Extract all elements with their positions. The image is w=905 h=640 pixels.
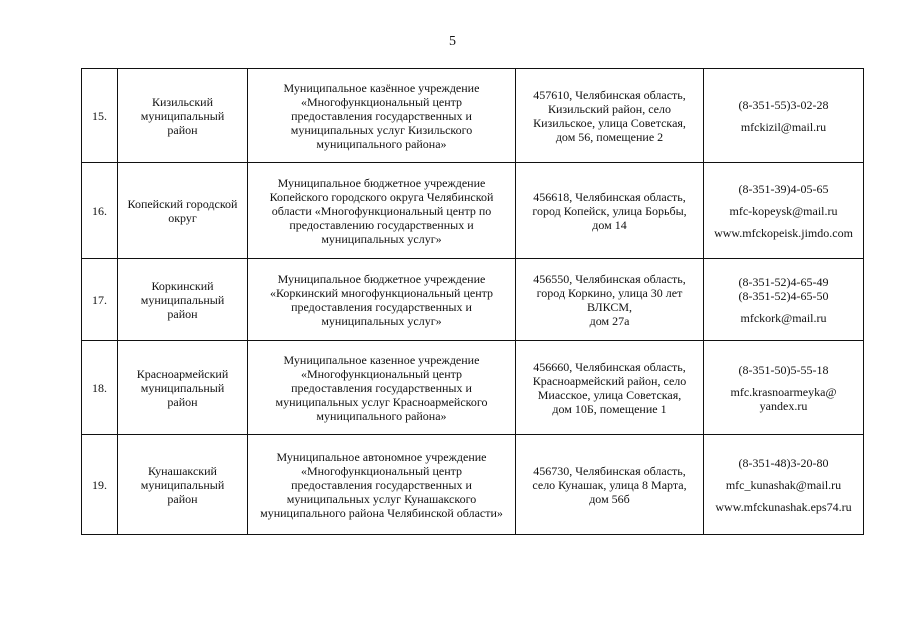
cell-line: www.mfckopeisk.jimdo.com: [714, 225, 853, 240]
district-name: [118, 341, 248, 435]
row-number: 16.: [82, 163, 118, 259]
cell-line: www.mfckunashak.eps74.ru: [715, 499, 852, 514]
cell-line: mfckizil@mail.ru: [740, 119, 827, 134]
cell-line: ВЛКСМ,: [586, 299, 633, 314]
cell-line: муниципальных услуг»: [321, 313, 442, 328]
cell-line: mfckork@mail.ru: [740, 310, 827, 325]
cell-line: муниципальный: [140, 380, 225, 395]
cell-line: (8-351-48)3-20-80: [738, 455, 829, 470]
cell-line: Муниципальное бюджетное учреждение: [277, 271, 486, 286]
mfc-table-body: [82, 69, 864, 535]
mfc-table: [81, 68, 864, 535]
address: [516, 163, 704, 259]
line-gap: [707, 218, 860, 226]
cell-line: муниципальных услуг»: [321, 231, 442, 246]
cell-line: дом 10Б, помещение 1: [552, 401, 667, 416]
cell-line: mfc-kopeysk@mail.ru: [729, 203, 838, 218]
cell-line: (8-351-50)5-55-18: [738, 362, 829, 377]
address: [516, 69, 704, 163]
cell-line: муниципального района»: [316, 136, 447, 151]
cell-line: 456660, Челябинская область,: [533, 359, 686, 374]
cell-line: муниципального района»: [316, 408, 447, 423]
cell-line: (8-351-55)3-02-28: [738, 97, 829, 112]
cell-line: Кунашакский: [148, 463, 217, 478]
page-number: 5: [449, 34, 456, 49]
district-name: [118, 259, 248, 341]
cell-line: предоставления государственных и: [291, 380, 472, 395]
table-row: [82, 259, 864, 341]
row-number: 15.: [82, 69, 118, 163]
row-number: 17.: [82, 259, 118, 341]
row-number: 18.: [82, 341, 118, 435]
organization-name: [248, 259, 516, 341]
line-gap: [707, 303, 860, 311]
cell-line: Кизильское, улица Советская,: [533, 115, 686, 130]
cell-line: округ: [168, 210, 197, 225]
cell-line: 456618, Челябинская область,: [533, 189, 686, 204]
cell-line: «Многофункциональный центр: [300, 463, 463, 478]
cell-line: Кизильский: [151, 94, 214, 109]
contacts: [704, 69, 864, 163]
table-row: [82, 69, 864, 163]
cell-line: предоставления государственных и: [291, 108, 472, 123]
contacts: [704, 259, 864, 341]
cell-line: район: [167, 491, 198, 506]
cell-line: муниципальный: [140, 292, 225, 307]
cell-line: Муниципальное казённое учреждение: [283, 80, 480, 95]
cell-line: дом 14: [592, 217, 627, 232]
row-number: 19.: [82, 435, 118, 535]
line-gap: [707, 196, 860, 204]
cell-line: район: [167, 306, 198, 321]
contacts: [704, 163, 864, 259]
cell-line: Муниципальное автономное учреждение: [276, 449, 487, 464]
table-row: [82, 341, 864, 435]
organization-name: [248, 69, 516, 163]
cell-line: Миасское, улица Советская,: [537, 387, 682, 402]
cell-line: предоставления государственных и: [291, 299, 472, 314]
line-gap: [707, 470, 860, 478]
line-gap: [707, 112, 860, 120]
organization-name: [248, 341, 516, 435]
line-gap: [707, 377, 860, 385]
contacts: [704, 341, 864, 435]
cell-line: (8-351-39)4-05-65: [738, 181, 829, 196]
cell-line: (8-351-52)4-65-50: [738, 288, 829, 303]
address: [516, 259, 704, 341]
cell-line: «Многофункциональный центр: [300, 94, 463, 109]
cell-line: муниципального района Челябинской области»: [260, 505, 503, 520]
district-name: [118, 435, 248, 535]
district-name: [118, 69, 248, 163]
cell-line: Коркинский: [151, 278, 214, 293]
cell-line: город Копейск, улица Борьбы,: [532, 203, 687, 218]
cell-line: Красноармейский: [136, 366, 229, 381]
cell-line: «Коркинский многофункциональный центр: [269, 285, 494, 300]
cell-line: Кизильский район, село: [547, 101, 671, 116]
cell-line: 457610, Челябинская область,: [533, 87, 686, 102]
cell-line: район: [167, 394, 198, 409]
cell-line: предоставления государственных и: [291, 477, 472, 492]
cell-line: муниципальный: [140, 477, 225, 492]
cell-line: муниципальных услуг Кунашакского: [286, 491, 477, 506]
cell-line: дом 56б: [589, 491, 630, 506]
line-gap: [707, 492, 860, 500]
cell-line: Копейский городской: [127, 196, 238, 211]
cell-line: 456550, Челябинская область,: [533, 271, 686, 286]
cell-line: (8-351-52)4-65-49: [738, 274, 829, 289]
organization-name: [248, 435, 516, 535]
district-name: [118, 163, 248, 259]
cell-line: 456730, Челябинская область,: [533, 463, 686, 478]
cell-line: «Многофункциональный центр: [300, 366, 463, 381]
address: [516, 435, 704, 535]
cell-line: дом 56, помещение 2: [555, 129, 664, 144]
cell-line: предоставлению государственных и: [289, 217, 474, 232]
cell-line: mfc_kunashak@mail.ru: [725, 477, 842, 492]
cell-line: муниципальных услуг Кизильского: [290, 122, 473, 137]
cell-line: Муниципальное казенное учреждение: [283, 352, 480, 367]
cell-line: район: [167, 122, 198, 137]
contacts: [704, 435, 864, 535]
cell-line: yandex.ru: [759, 398, 808, 413]
organization-name: [248, 163, 516, 259]
cell-line: mfc.krasnoarmeyka@: [730, 384, 837, 399]
cell-line: Копейского городского округа Челябинской: [269, 189, 494, 204]
address: [516, 341, 704, 435]
cell-line: дом 27а: [589, 313, 630, 328]
cell-line: Красноармейский район, село: [532, 373, 687, 388]
cell-line: город Коркино, улица 30 лет: [536, 285, 683, 300]
table-row: [82, 163, 864, 259]
cell-line: Муниципальное бюджетное учреждение: [277, 175, 486, 190]
cell-line: области «Многофункциональный центр по: [271, 203, 492, 218]
cell-line: село Кунашак, улица 8 Марта,: [532, 477, 687, 492]
table-row: [82, 435, 864, 535]
cell-line: муниципальных услуг Красноармейского: [275, 394, 488, 409]
cell-line: муниципальный: [140, 108, 225, 123]
